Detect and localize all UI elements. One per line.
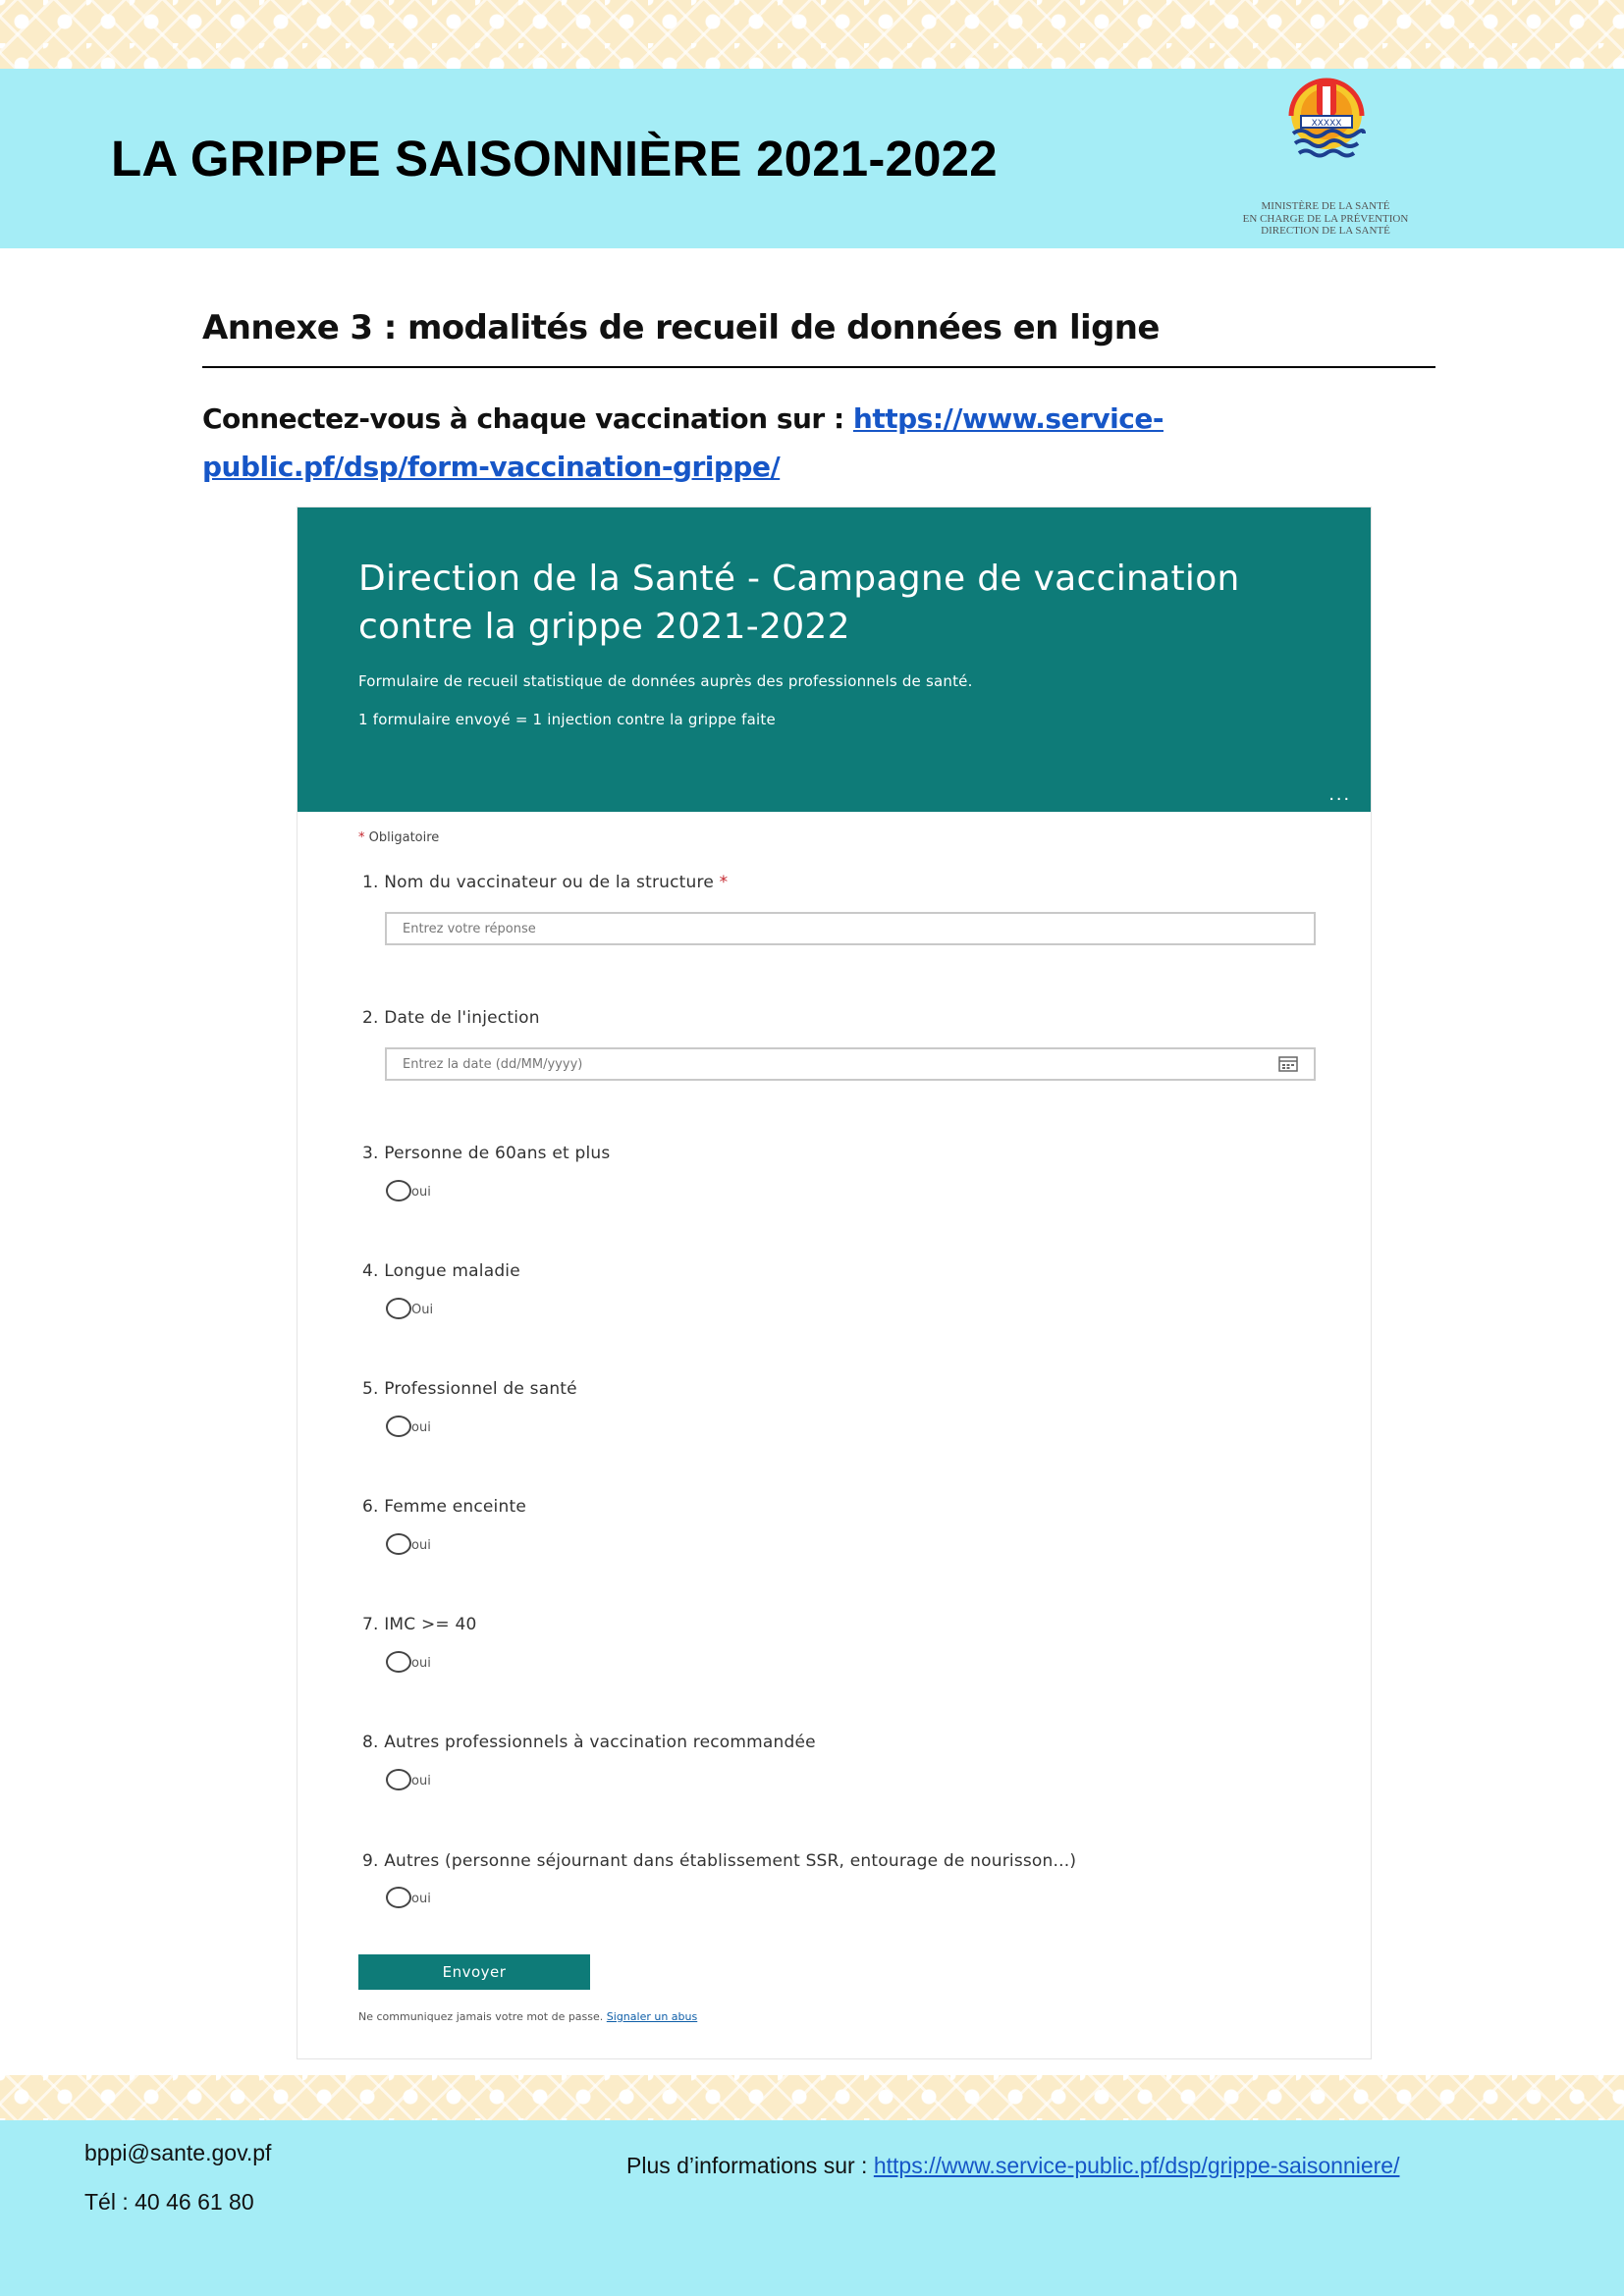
page-title: LA GRIPPE SAISONNIÈRE 2021-2022 xyxy=(111,131,998,187)
radio-icon[interactable] xyxy=(386,1769,411,1790)
option-label: Oui xyxy=(411,1303,434,1317)
form-url-link[interactable]: https://www.service-public.pf/dsp/form-vaccination-grippe/ xyxy=(202,402,1164,483)
question-3-label: 3. Personne de 60ans et plus xyxy=(362,1144,611,1163)
question-5-label: 5. Professionnel de santé xyxy=(362,1379,577,1399)
form-subtitle: Formulaire de recueil statistique de données auprès des professionnels de santé. xyxy=(358,672,973,690)
calendar-icon[interactable] xyxy=(1278,1056,1298,1072)
option-label: oui xyxy=(411,1656,431,1671)
form-screenshot xyxy=(297,507,1372,2059)
radio-icon[interactable] xyxy=(386,1415,411,1437)
radio-icon[interactable] xyxy=(386,1533,411,1555)
more-options-icon[interactable]: ... xyxy=(1328,783,1351,805)
option-label: oui xyxy=(411,1892,431,1906)
option-label: oui xyxy=(411,1774,431,1789)
vaccinator-name-input[interactable] xyxy=(385,912,1316,945)
question-4-label: 4. Longue maladie xyxy=(362,1261,520,1281)
radio-icon[interactable] xyxy=(386,1298,411,1319)
injection-date-placeholder: Entrez la date (dd/MM/yyyy) xyxy=(403,1057,583,1072)
required-star: * xyxy=(719,873,729,892)
question-6-label: 6. Femme enceinte xyxy=(362,1497,526,1517)
question-1-text: 1. Nom du vaccinateur ou de la structure xyxy=(362,873,714,892)
report-abuse-link[interactable]: Signaler un abus xyxy=(606,2010,698,2023)
question-2-label: 2. Date de l'injection xyxy=(362,1008,540,1028)
disclaimer-text: Ne communiquez jamais votre mot de passe. xyxy=(358,2010,604,2023)
annex-title: Annexe 3 : modalités de recueil de données en ligne xyxy=(202,308,1160,347)
connect-text: Connectez-vous à chaque vaccination sur : xyxy=(202,402,853,435)
polynesia-coat-of-arms-logo xyxy=(1283,73,1370,171)
ministry-line: EN CHARGE DE LA PRÉVENTION xyxy=(1242,212,1409,225)
title-divider xyxy=(202,366,1435,368)
form-header xyxy=(298,507,1371,812)
svg-text:XXXXX: XXXXX xyxy=(1311,119,1342,129)
required-note-text: Obligatoire xyxy=(368,830,440,845)
contact-phone: Tél : 40 46 61 80 xyxy=(84,2189,254,2215)
radio-icon[interactable] xyxy=(386,1651,411,1673)
top-tapa-border xyxy=(0,0,1624,69)
radio-icon[interactable] xyxy=(386,1887,411,1908)
question-7-label: 7. IMC >= 40 xyxy=(362,1615,477,1634)
question-9-label: 9. Autres (personne séjournant dans établissement SSR, entourage de nourisson...) xyxy=(362,1851,1077,1871)
submit-button[interactable]: Envoyer xyxy=(358,1954,590,1990)
option-label: oui xyxy=(411,1538,431,1553)
more-info-text: Plus d’informations sur : xyxy=(626,2153,874,2178)
password-disclaimer xyxy=(358,2010,697,2023)
more-info xyxy=(626,2153,1399,2179)
option-label: oui xyxy=(411,1420,431,1435)
injection-date-input[interactable] xyxy=(385,1047,1316,1081)
contact-email-link[interactable]: bppi@sante.gov.pf xyxy=(84,2140,272,2165)
ministry-logo xyxy=(1222,73,1429,237)
form-title: Direction de la Santé - Campagne de vaccination contre la grippe 2021-2022 xyxy=(358,559,1240,647)
ministry-text xyxy=(1222,200,1429,238)
question-8-label: 8. Autres professionnels à vaccination recommandée xyxy=(362,1733,816,1752)
ministry-line: DIRECTION DE LA SANTÉ xyxy=(1261,225,1390,237)
required-star: * xyxy=(358,830,365,845)
bottom-tapa-border xyxy=(0,2075,1624,2120)
vaccinator-name-placeholder: Entrez votre réponse xyxy=(403,922,536,936)
ministry-line: MINISTÈRE DE LA SANTÉ xyxy=(1261,200,1390,212)
question-1-label xyxy=(362,873,728,892)
radio-icon[interactable] xyxy=(386,1180,411,1201)
option-label: oui xyxy=(411,1185,431,1200)
form-subtitle-note: 1 formulaire envoyé = 1 injection contre la grippe faite xyxy=(358,711,776,728)
connect-instruction xyxy=(202,395,1439,491)
required-note xyxy=(358,830,439,845)
more-info-link[interactable]: https://www.service-public.pf/dsp/grippe-saisonniere/ xyxy=(873,2153,1400,2178)
